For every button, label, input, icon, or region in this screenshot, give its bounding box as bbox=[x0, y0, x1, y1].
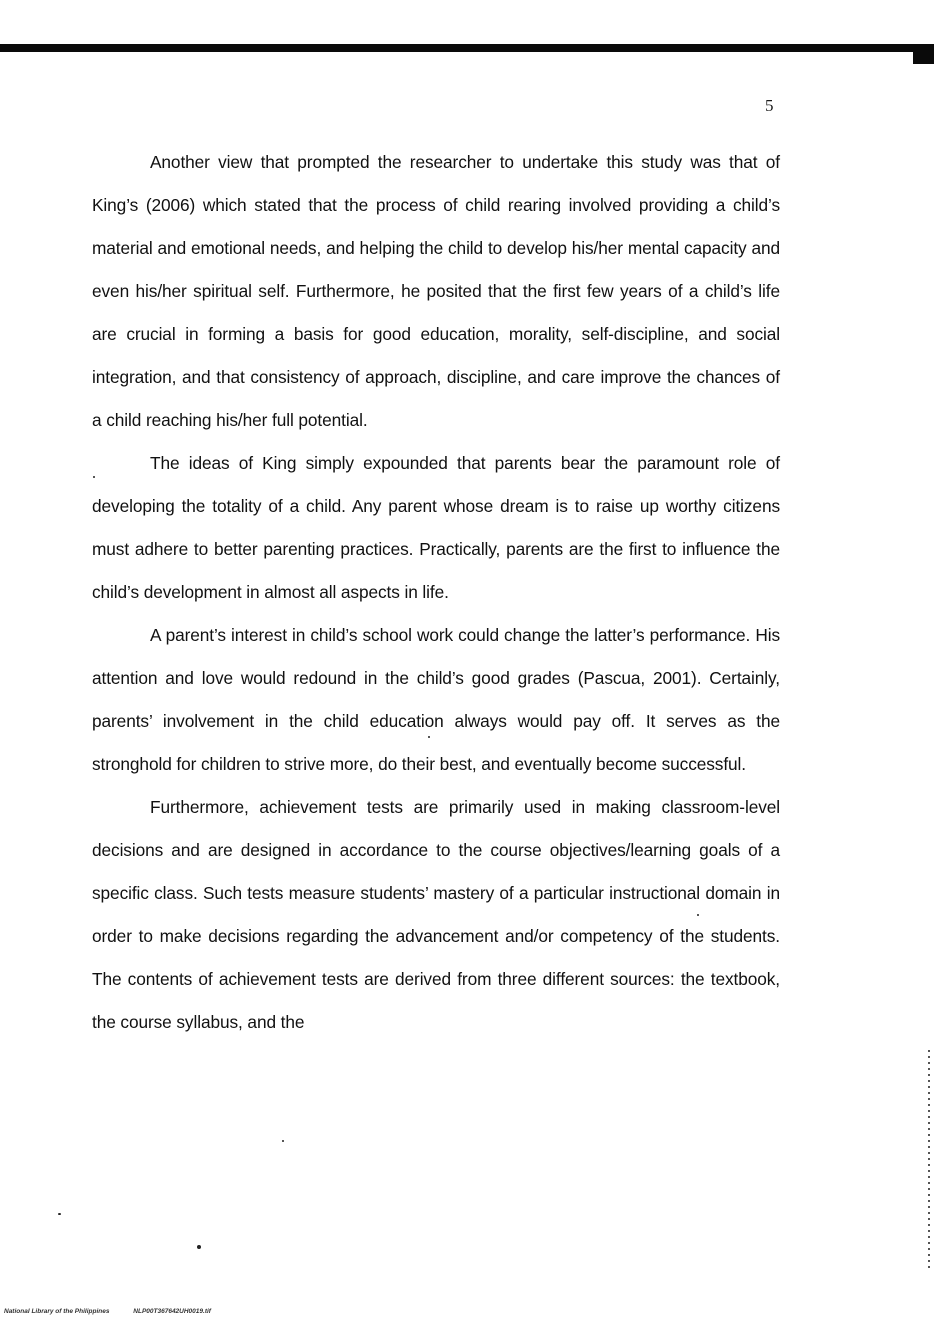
footer-library: National Library of the Philippines bbox=[4, 1308, 110, 1315]
scan-top-rule bbox=[0, 44, 934, 52]
scan-speck bbox=[197, 1245, 201, 1249]
scan-speck bbox=[697, 914, 699, 916]
page-number: 5 bbox=[765, 96, 774, 115]
paragraph-parent-interest: A parent’s interest in child’s school work could change the latter’s performance. His attention and love would redound in the child’s good grades (Pascua, 2001). Certainly, parents’ involvement in the child education always would pay off. It serves as the stronghold for children to strive more, do their best, and eventually become successful. bbox=[92, 625, 780, 774]
paragraph-ideas-of-king: The ideas of King simply expounded that parents bear the paramount role of developing the totality of a child. Any parent whose dream is to raise up worthy citizens must adhere to better parenting practices. Practically, parents are the first to influence the child’s development in almost all aspects in life. bbox=[92, 453, 780, 602]
footer-file-id: NLP00T367642UH0019.tif bbox=[133, 1308, 211, 1315]
scan-speck bbox=[93, 476, 95, 478]
paragraph-king-view: Another view that prompted the researcher to undertake this study was that of King’s (2006) which stated that the process of child rearing involved providing a child’s material and emotional needs, and helping the child to develop his/her mental capacity and even his/her spiritual self. Furthermore, he posited that the first few years of a child’s life are crucial in forming a basis for good education, morality, self-discipline, and social integration, and that consistency of approach, discipline, and care improve the chances of a child reaching his/her full potential. bbox=[92, 152, 780, 430]
paragraph-achievement-tests: Furthermore, achievement tests are primarily used in making classroom-level decisions and are designed in accordance to the course objectives/learning goals of a specific class. Such tests measure students’ mastery of a particular instructional domain in order to make decisions regarding the advancement and/or competency of the students. The contents of achievement tests are derived from three different sources: the textbook, the course syllabus, and the bbox=[92, 797, 780, 1032]
scan-speck bbox=[428, 736, 430, 738]
scan-edge-dots bbox=[928, 1050, 930, 1270]
scan-speck bbox=[58, 1213, 61, 1215]
scan-footer bbox=[4, 1308, 211, 1315]
document-body bbox=[92, 141, 780, 1044]
scan-top-rule-tab bbox=[913, 44, 934, 64]
scan-speck bbox=[282, 1140, 284, 1142]
